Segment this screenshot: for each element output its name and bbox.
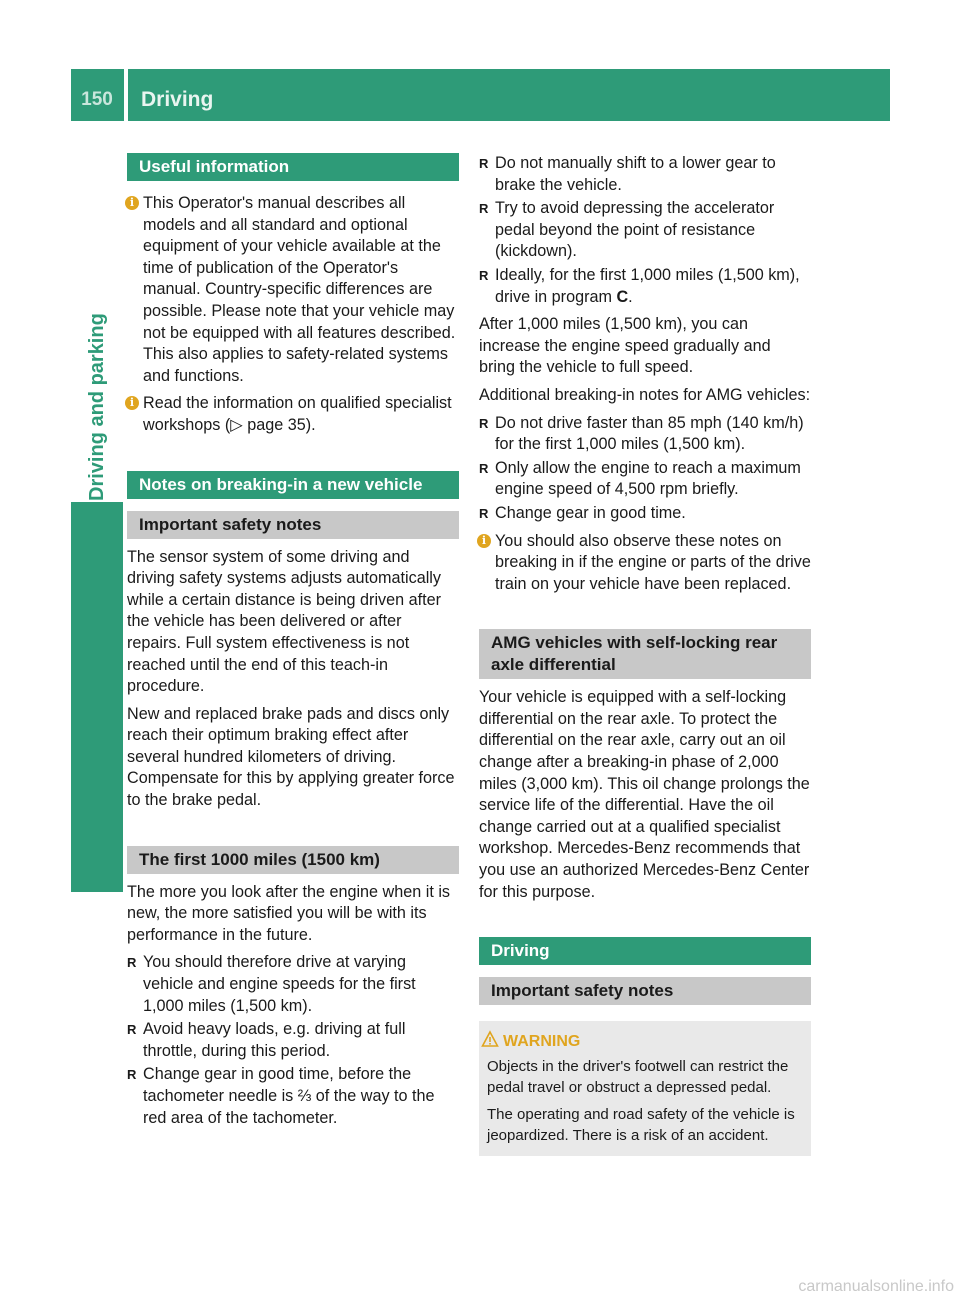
side-section-label-text: Driving and parking [86,313,108,501]
list-item: R Avoid heavy loads, e.g. driving at full throttle, during this period. [127,1019,459,1062]
left-column [127,153,459,1135]
warning-text: Objects in the driver's footwell can restrict the pedal travel or obstruct a depressed pedal. [487,1058,789,1097]
info-note-2 [127,393,459,436]
list-item [479,265,811,308]
side-section-label [71,121,123,501]
info-note-1-text: This Operator's manual describes all models and all standard and optional equipment of your vehicle available at the time of publication of the Operator's manual. Country-specific differences are possible. Please note that your vehicle may not be equipped with all features described. This also applies to safety-related systems and functions. [143,194,456,385]
list-item-text: Ideally, for the first 1,000 miles (1,500 km), drive in program [495,265,800,306]
list-item: R Only allow the engine to reach a maximum engine speed of 4,500 rpm briefly. [479,458,811,501]
page-number: 150 [81,89,113,110]
paragraph: Your vehicle is equipped with a self-locking differential on the rear axle. To protect the differential on the rear axle, carry out an oil change after a breaking-in phase of 2,000 miles (3,000 km). This oil change prolongs the service life of the differential. Have the oil change carried out at a qualified specialist workshop. Mercedes-Benz recommends that you use an authorized Mercedes-Benz Center for this purpose. [479,688,810,901]
side-tab-block [71,502,123,892]
driving-safety-heading: Important safety notes [479,977,811,1005]
list-item: R You should therefore drive at varying vehicle and engine speeds for the first 1,000 miles (1,500 km). [127,952,459,1017]
right-column [479,153,811,1156]
warning-title-text: WARNING [503,1033,581,1051]
list-item-end: . [628,287,633,306]
warning-icon [481,1030,499,1048]
warning-text: The operating and road safety of the vehicle is jeopardized. There is a risk of an accident. [487,1106,795,1145]
bullet-list [479,413,811,525]
paragraph: The more you look after the engine when it is new, the more satisfied you will be with its performance in the future. [127,882,451,944]
info-note-2-end: ). [305,415,316,434]
paragraph: After 1,000 miles (1,500 km), you can increase the engine speed gradually and bring the vehicle to full speed. [479,315,771,377]
driving-heading: Driving [479,937,811,965]
info-icon: i [125,396,139,410]
list-item: R Try to avoid depressing the accelerator pedal beyond the point of resistance (kickdown). [479,198,811,263]
list-item: R Do not drive faster than 85 mph (140 km/h) for the first 1,000 miles (1,500 km). [479,413,811,456]
warning-title [503,1031,803,1052]
info-icon: i [477,534,491,548]
info-note-3 [479,531,811,596]
paragraph: Additional breaking-in notes for AMG vehicles: [479,385,811,404]
bullet-list [127,952,459,1129]
amg-differential-heading: AMG vehicles with self-locking rear axle differential [479,629,811,679]
info-note-2-text: Read the information on qualified specialist workshops ( [143,394,452,434]
breaking-in-heading: Notes on breaking-in a new vehicle [127,471,459,499]
paragraph: New and replaced brake pads and discs only reach their optimum braking effect after several hundred kilometers of driving. Compensate for this by applying greater force to the brake pedal. [127,704,455,810]
page-title: Driving [141,88,214,111]
list-item: R Change gear in good time. [479,503,811,525]
first-1000-heading: The first 1000 miles (1500 km) [127,846,459,874]
safety-notes-heading: Important safety notes [127,511,459,539]
info-icon: i [125,196,139,210]
bullet-list [479,153,811,308]
program-c-label: C [616,287,629,306]
paragraph: The sensor system of some driving and driving safety systems adjusts automatically while a certain distance is being driven after the vehicle has been delivered or after repairs. Full system effectiveness is not reached until the end of this teach-in procedure. [127,547,442,696]
useful-info-heading: Useful information [127,153,459,181]
list-item: R Do not manually shift to a lower gear to brake the vehicle. [479,153,811,196]
info-note-3-text: You should also observe these notes on breaking in if the engine or parts of the drive train on your vehicle have been replaced. [495,531,811,593]
warning-box [479,1021,811,1156]
page-reference-link[interactable]: ▷ page 35 [230,415,306,434]
header-separator [124,69,128,121]
info-note-1 [127,193,459,387]
list-item: R Change gear in good time, before the tachometer needle is ⅔ of the way to the red area of the tachometer. [127,1064,459,1129]
watermark-text: carmanualsonline.info [798,1278,954,1295]
